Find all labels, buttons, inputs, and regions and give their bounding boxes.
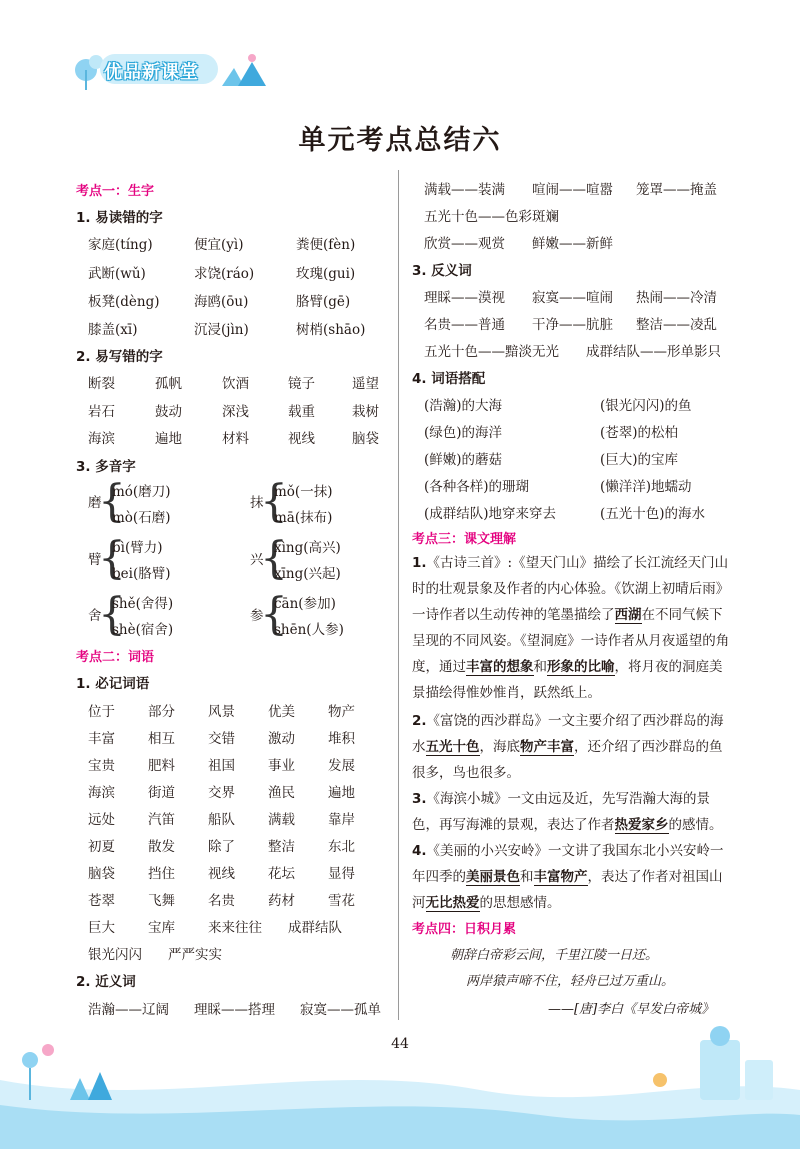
list-item: shè(宿舍) (112, 622, 174, 638)
list-item: 成群结队 (288, 920, 342, 936)
list-item: 事业 (268, 758, 295, 774)
list-item: 理睬——漠视 (424, 290, 505, 306)
list-item: 物产 (328, 704, 355, 720)
list-item: (各种各样)的珊瑚 (424, 479, 530, 495)
list-item: 成群结队——形单影只 (586, 344, 721, 360)
list-item: 雪花 (328, 893, 355, 909)
brand-name: 优品新课堂 (104, 62, 199, 83)
polyphone-char: 舍 (88, 608, 102, 624)
list-item: 汽笛 (148, 812, 175, 828)
list-item: 笼罩——掩盖 (636, 182, 717, 198)
key-phrase: 五光十色 (425, 739, 480, 755)
list-item: 初夏 (88, 839, 115, 855)
subheading-collocations: 4. 词语搭配 (412, 371, 486, 387)
list-item: 满载——装满 (424, 182, 505, 198)
page-title: 单元考点总结六 (298, 125, 502, 156)
list-item: 载重 (288, 404, 315, 420)
list-item: 热闹——冷清 (636, 290, 717, 306)
list-item: 东北 (328, 839, 355, 855)
brace-icon: { (98, 476, 126, 527)
poem-line-1: 朝辞白帝彩云间，千里江陵一日还。 (450, 948, 659, 963)
list-item: mā(抹布) (274, 510, 333, 526)
list-item: 宝贵 (88, 758, 115, 774)
list-item: 浩瀚——辽阔 (88, 1002, 169, 1018)
list-item: 鲜嫩——新鲜 (532, 236, 613, 252)
list-item: 理睬——搭理 (194, 1002, 275, 1018)
list-item: (懒洋洋)地蠕动 (600, 479, 692, 495)
list-item: (绿色)的海洋 (424, 425, 503, 441)
text-understanding-item-2: 2.《富饶的西沙群岛》一文主要介绍了西沙群岛的海水五光十色，海底物产丰富，还介绍了西沙群岛的鱼很多，鸟也很多。 (412, 713, 724, 781)
key-phrase: 美丽景色 (466, 869, 520, 885)
list-item: 断裂 (88, 376, 115, 392)
section-heading-2: 考点二：词语 (76, 650, 155, 665)
list-item: 欣赏——观赏 (424, 236, 505, 252)
list-item: 深浅 (222, 404, 249, 420)
list-item: 饮酒 (222, 376, 249, 392)
key-phrase: 丰富物产 (533, 869, 588, 885)
polyphone-char: 参 (250, 608, 264, 624)
list-item: 粪便(fèn) (296, 237, 356, 253)
list-item: 飞舞 (148, 893, 175, 909)
list-item: 鼓动 (155, 404, 182, 420)
list-item: 便宜(yì) (194, 237, 244, 253)
subheading-miswritten-chars: 2. 易写错的字 (76, 349, 163, 365)
section-heading-3: 考点三：课文理解 (412, 532, 517, 547)
list-item: 树梢(shāo) (296, 322, 366, 338)
list-item: 求饶(ráo) (194, 266, 255, 282)
brace-icon: { (98, 533, 126, 584)
list-item: 脑袋 (352, 431, 379, 447)
list-item: 遥望 (352, 376, 379, 392)
subheading-polyphones: 3. 多音字 (76, 459, 136, 475)
polyphone-char: 磨 (88, 495, 102, 511)
list-item: 苍翠 (88, 893, 115, 909)
list-item: 板凳(dèng) (88, 294, 160, 310)
list-item: 船队 (208, 812, 235, 828)
list-item: 岩石 (88, 404, 115, 420)
list-item: 巨大 (88, 920, 115, 936)
list-item: bì(臂力) (112, 540, 163, 556)
list-item: 材料 (222, 431, 249, 447)
list-item: mǒ(一抹) (274, 484, 333, 500)
list-item: 花坛 (268, 866, 295, 882)
list-item: cān(参加) (274, 596, 336, 612)
key-phrase: 物产丰富 (520, 739, 574, 755)
list-item: 视线 (288, 431, 315, 447)
polyphone-char: 兴 (250, 552, 264, 568)
list-item: 药材 (268, 893, 295, 909)
list-item: 喧闹——喧嚣 (532, 182, 613, 198)
list-item: 交错 (208, 731, 235, 747)
list-item: mò(石磨) (112, 510, 171, 526)
list-item: 家庭(tíng) (88, 237, 153, 253)
list-item: 严严实实 (168, 947, 222, 963)
text-understanding-item-3: 3.《海滨小城》一文由远及近，先写浩瀚大海的景色，再写海滩的景观，表达了作者热爱家乡的感情。 (412, 791, 723, 833)
list-item: 干净——肮脏 (532, 317, 613, 333)
list-item: 膝盖(xī) (88, 322, 138, 338)
list-item: 显得 (328, 866, 355, 882)
brace-icon: { (260, 533, 288, 584)
list-item: xīng(兴起) (274, 566, 341, 582)
list-item: (银光闪闪)的鱼 (600, 398, 692, 414)
list-item: 武断(wǔ) (88, 266, 146, 282)
list-item: 风景 (208, 704, 235, 720)
list-item: 整洁——凌乱 (636, 317, 717, 333)
list-item: 五光十色——色彩斑斓 (424, 209, 559, 225)
list-item: 街道 (148, 785, 175, 801)
list-item: (苍翠)的松柏 (600, 425, 679, 441)
page-number: 44 (391, 1036, 409, 1052)
list-item: mó(磨刀) (112, 484, 171, 500)
text-understanding-item-4: 4.《美丽的小兴安岭》一文讲了我国东北小兴安岭一年四季的美丽景色和丰富物产，表达了作者对祖国山河无比热爱的思想感情。 (412, 843, 724, 911)
brand-logo (72, 48, 272, 92)
polyphone-char: 臂 (88, 552, 102, 568)
list-item: 部分 (148, 704, 175, 720)
list-item: 整洁 (268, 839, 295, 855)
list-item: (成群结队)地穿来穿去 (424, 506, 557, 522)
list-item: 遍地 (155, 431, 182, 447)
list-item: 孤帆 (155, 376, 182, 392)
list-item: 银光闪闪 (88, 947, 142, 963)
list-item: 沉浸(jìn) (194, 322, 249, 338)
list-item: 遍地 (328, 785, 355, 801)
section-heading-4: 考点四：日积月累 (412, 922, 517, 937)
list-item: 来来往往 (208, 920, 262, 936)
list-item: 海鸥(ōu) (194, 294, 249, 310)
list-item: 满载 (268, 812, 295, 828)
list-item: 位于 (88, 704, 115, 720)
list-item: 五光十色——黯淡无光 (424, 344, 559, 360)
section-heading-1: 考点一：生字 (76, 184, 155, 199)
list-item: (鲜嫩)的蘑菇 (424, 452, 503, 468)
list-item: 名贵 (208, 893, 235, 909)
list-item: 散发 (148, 839, 175, 855)
list-item: 寂寞——喧闹 (532, 290, 613, 306)
list-item: 丰富 (88, 731, 115, 747)
list-item: 交界 (208, 785, 235, 801)
list-item: 寂寞——孤单 (300, 1002, 381, 1018)
poem-line-2: 两岸猿声啼不住，轻舟已过万重山。 (466, 974, 675, 989)
text-understanding-item-1: 1.《古诗三首》:《望天门山》描绘了长江流经天门山时的壮观景象及作者的内心体验。《饮湖上初晴后雨》一诗作者以生动传神的笔墨描绘了西湖在不同气候下呈现的不同风姿。《望洞庭》一诗作者从月夜遥望的角度，通过丰富的想象和形象的比喻，将月夜的洞庭美景描绘得惟妙惟肖，跃然纸上。 (412, 555, 730, 701)
list-item: 渔民 (268, 785, 295, 801)
list-item: 胳臂(gē) (296, 294, 351, 310)
list-item: 挡住 (148, 866, 175, 882)
list-item: (浩瀚)的大海 (424, 398, 503, 414)
subheading-antonyms: 3. 反义词 (412, 263, 472, 279)
list-item: 相互 (148, 731, 175, 747)
key-phrase: 西湖 (614, 607, 642, 623)
list-item: 肥料 (148, 758, 175, 774)
list-item: 玫瑰(gui) (296, 266, 356, 282)
list-item: 名贵——普通 (424, 317, 505, 333)
list-item: 栽树 (352, 404, 379, 420)
list-item: 海滨 (88, 785, 115, 801)
list-item: xìng(高兴) (274, 540, 341, 556)
key-phrase: 形象的比喻 (547, 659, 615, 675)
key-phrase: 热爱家乡 (614, 817, 669, 833)
list-item: 祖国 (208, 758, 235, 774)
poem-source: ——[唐]李白《早发白帝城》 (548, 1002, 715, 1017)
brace-icon: { (260, 476, 288, 527)
list-item: 发展 (328, 758, 355, 774)
list-item: 远处 (88, 812, 115, 828)
subheading-synonyms: 2. 近义词 (76, 974, 136, 990)
list-item: 视线 (208, 866, 235, 882)
brace-icon: { (260, 589, 288, 640)
subheading-misread-chars: 1. 易读错的字 (76, 210, 163, 226)
list-item: bei(胳臂) (112, 566, 171, 582)
list-item: shēn(人参) (274, 622, 344, 638)
list-item: 脑袋 (88, 866, 115, 882)
key-phrase: 丰富的想象 (466, 659, 534, 675)
list-item: 海滨 (88, 431, 115, 447)
list-item: (巨大)的宝库 (600, 452, 679, 468)
list-item: 除了 (208, 839, 235, 855)
list-item: (五光十色)的海水 (600, 506, 706, 522)
list-item: 激动 (268, 731, 295, 747)
list-item: 靠岸 (328, 812, 355, 828)
list-item: 堆积 (328, 731, 355, 747)
polyphone-char: 抹 (250, 495, 264, 511)
list-item: 优美 (268, 704, 295, 720)
brace-icon: { (98, 589, 126, 640)
list-item: 镜子 (288, 376, 315, 392)
subheading-must-remember-words: 1. 必记词语 (76, 676, 150, 692)
column-divider (398, 170, 399, 1020)
list-item: 宝库 (148, 920, 175, 936)
list-item: shě(舍得) (112, 596, 174, 612)
key-phrase: 无比热爱 (425, 895, 480, 911)
